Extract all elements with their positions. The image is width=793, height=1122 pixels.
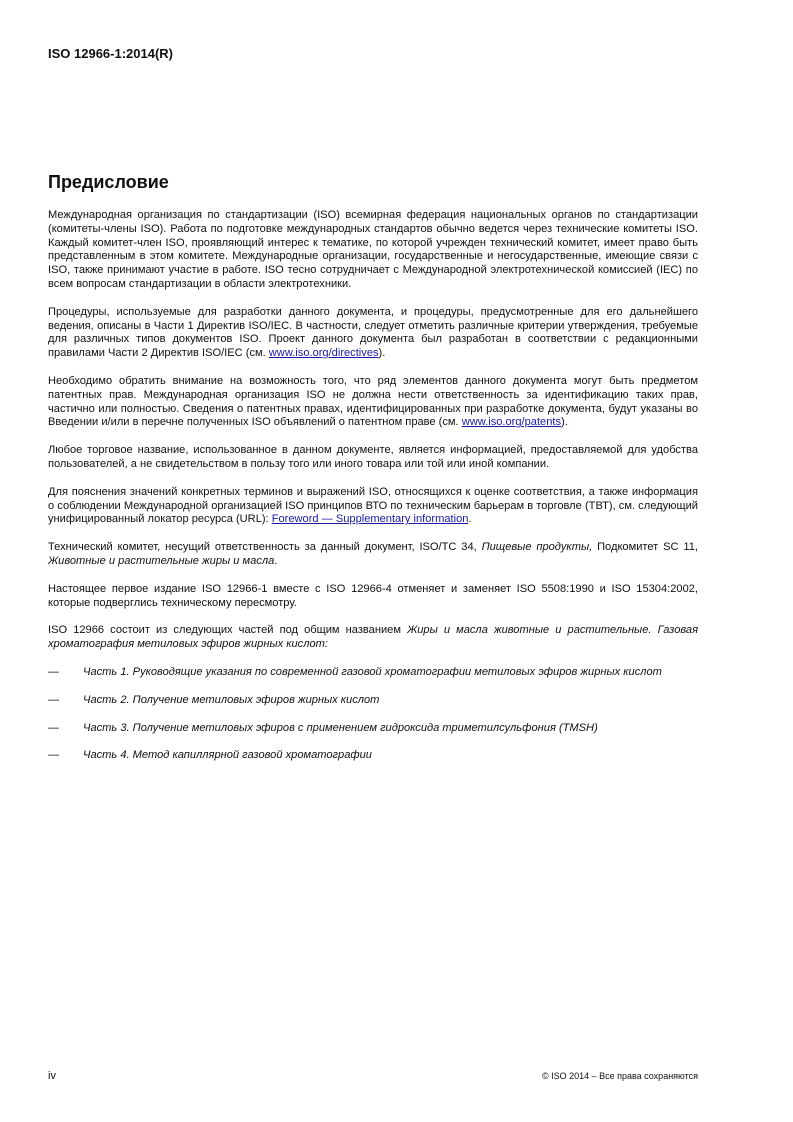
list-item: — Часть 3. Получение метиловых эфиров с применением гидроксида триметилсульфония (TMSH): [48, 721, 598, 734]
dash-bullet: —: [48, 665, 60, 678]
directives-link[interactable]: www.iso.org/directives: [268, 347, 379, 360]
paragraph-iso-intro: Международная организация по стандартизации (ISO) всемирная федерация национальных органов по стандартизации (комитеты-члены ISO). Работа по подготовке международных стандартов обычно ведется через технические комитеты ISO. Каждый комитет-член ISO, проявляющий интерес к тематике, по которой учрежден технический комитет, имеет право быть представленным в этом комитете. Международные организации, государственные и негосударственные, имеющие связи с ISO, также принимают участие в работе. ISO тесно сотрудничает с Международной электротехнической комиссией (IEC) по всем вопросам стандартизации в области электротехники.: [48, 209, 698, 290]
page-title: Предисловие: [48, 172, 169, 192]
parts-list: [48, 666, 698, 763]
list-item: — Часть 4. Метод капиллярной газовой хроматографии: [48, 749, 372, 762]
list-item: — Часть 1. Руководящие указания по современной газовой хроматографии метиловых эфиров жирных кислот: [48, 665, 662, 678]
paragraph-trade-names: Любое торговое название, использованное в данном документе, является информацией, предоставляемой для удобства пользователей, а не свидетельством в пользу того или иного товара или той или иной компании.: [48, 444, 698, 470]
page-number: iv: [48, 1070, 56, 1082]
paragraph-parts-intro: ISO 12966 состоит из следующих частей под общим названием Жиры и масла животные и растительные. Газовая хроматография метиловых эфиров жирных кислот:: [48, 624, 699, 651]
paragraph-procedures: Процедуры, используемые для разработки данного документа, и процедуры, предусмотренные для его дальнейшего ведения, описаны в Части 1 Директив ISO/IEC. В частности, следует отметить различные критерии утверждения, требуемые для различных типов документов ISO. Проект данного документа был разработан в соответствии с редакционными правилами Части 2 Директив ISO/IEC (см. www.iso.org/directives).: [48, 305, 698, 360]
copyright-notice: © ISO 2014 – Все права сохраняются: [541, 1071, 698, 1081]
dash-bullet: —: [48, 721, 60, 734]
list-item: — Часть 2. Получение метиловых эфиров жирных кислот: [48, 693, 380, 706]
document-id-header: ISO 12966-1:2014(R): [48, 46, 174, 61]
paragraph-conformity: Для пояснения значений конкретных терминов и выражений ISO, относящихся к оценке соответствия, а также информация о соблюдении Международной организацией ISO принципов ВТО по техническим барьерам в торговле (ТВТ), см. следующий унифицированный локатор ресурса (URL): Foreword — Supplementary information.: [48, 485, 698, 526]
foreword-body: [48, 209, 698, 777]
dash-bullet: —: [48, 749, 60, 762]
paragraph-edition: Настоящее первое издание ISO 12966-1 вместе с ISO 12966-4 отменяет и заменяет ISO 5508:1990 и ISO 15304:2002, которые подверглись техническому пересмотру.: [48, 582, 698, 609]
paragraph-committee: Технический комитет, несущий ответственность за данный документ, ISO/TC 34, Пищевые продукты, Подкомитет SC 11, Животные и растительные жиры и масла.: [48, 541, 698, 567]
paragraph-patents: Необходимо обратить внимание на возможность того, что ряд элементов данного документа могут быть предметом патентных прав. Международная организация ISO не должна нести ответственность за идентификацию таких прав, частично или полностью. Сведения о патентных правах, идентифицированных при разработке документа, будут указаны во Введении и/или в перечне полученных ISO объявлений о патентном праве (см. www.iso.org/patents).: [48, 374, 698, 429]
foreword-supplementary-link[interactable]: Foreword — Supplementary information: [271, 513, 469, 526]
patents-link[interactable]: www.iso.org/patents: [461, 416, 561, 429]
dash-bullet: —: [48, 693, 60, 706]
